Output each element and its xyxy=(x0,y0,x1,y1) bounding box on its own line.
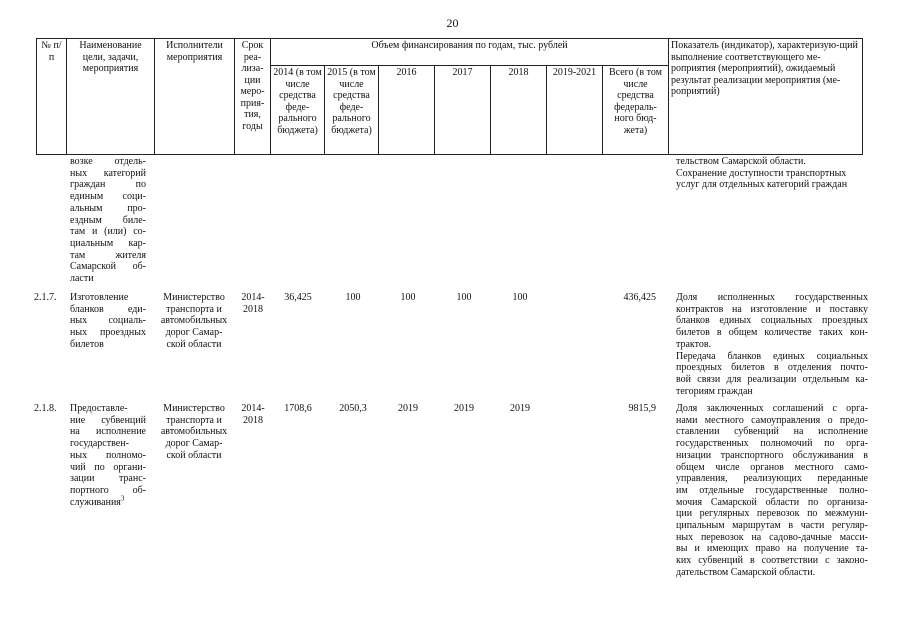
header-total: Всего (в том числе средства федераль-ного бюд-жета) xyxy=(603,66,669,155)
value-2014: 1708,6 xyxy=(284,403,312,414)
row-name-line: ных полномо- xyxy=(70,449,146,461)
row-name-line: ных социаль- xyxy=(70,315,146,327)
continuation-name-line: альным про- xyxy=(70,202,146,214)
row-indicator-line: Передача бланков единых социальных xyxy=(676,350,868,362)
value-2015: 100 xyxy=(345,292,361,303)
row-executor-line: ской области xyxy=(166,449,222,461)
row-executor-line: автомобильных xyxy=(160,315,228,327)
continuation-name-line: граждан по xyxy=(70,179,146,191)
row-name xyxy=(70,403,146,508)
row-indicator-line: проездных билетов в отделения почто- xyxy=(676,362,868,374)
row-name-line: бланков еди- xyxy=(70,303,146,315)
row-indicator-line: общем числе органов местного само- xyxy=(676,461,868,473)
value-2018: 100 xyxy=(512,292,528,303)
row-indicator-line: дательством Самарской области. xyxy=(676,566,816,578)
row-number: 2.1.7. xyxy=(34,292,57,303)
row-indicator-line: вой связи для реализации отдельным ка- xyxy=(676,373,868,385)
footnote-marker: 3 xyxy=(120,494,125,503)
row-indicator-line: ких субвенций в соответствии с законо- xyxy=(676,555,868,567)
header-year-2015: 2015 (в том числе средства феде-рального бюджета) xyxy=(325,66,379,155)
value-2017: 2019 xyxy=(454,403,474,414)
continuation-indicator-line: тельством Самарской области. xyxy=(676,156,806,167)
row-indicator-line: государственных полномочий по орга- xyxy=(676,438,868,450)
row-indicator-line: низации транспортного обслуживания в xyxy=(676,449,868,461)
continuation-indicator-line: Сохранение доступности транспортных xyxy=(676,167,847,179)
continuation-name-line: ездным биле- xyxy=(70,214,146,226)
row-name-line: служивания xyxy=(70,496,121,508)
continuation-indicator xyxy=(676,156,868,191)
row-name-line: зации транс- xyxy=(70,473,146,485)
continuation-name-line: Самарской об- xyxy=(70,261,146,273)
header-year-2016: 2016 xyxy=(379,66,435,155)
row-indicator-line: ставлении субвенций на исполнение xyxy=(676,426,868,438)
header-num: № п/п xyxy=(37,39,67,155)
value-total: 9815,9 xyxy=(628,403,656,414)
row-executor-line: транспорта и xyxy=(166,303,222,315)
row-indicator-line: мочия Самарской области по организа- xyxy=(676,496,868,508)
row-name-line: государствен- xyxy=(70,438,129,450)
row-executor-line: дорог Самар- xyxy=(165,438,223,450)
row-name-line: ние субвенций xyxy=(70,414,146,426)
row-indicator-line: тегориям граждан xyxy=(676,385,753,397)
row-term-line: 2018 xyxy=(243,414,263,426)
continuation-name-line: ласти xyxy=(70,273,94,285)
row-name-line: Изготовление xyxy=(70,292,129,303)
row-indicator-line: нами местного самоуправления о предо- xyxy=(676,414,868,426)
header-term: Срок реа-лиза-ции меро-прия-тия, годы xyxy=(235,39,271,155)
row-indicator-line: ных перевозок на садово-дачные масси- xyxy=(676,531,868,543)
continuation-name-line: возке отдель- xyxy=(70,156,146,167)
row-name-last-line xyxy=(70,494,146,509)
row-indicator-line: бланков единых социальных проездных xyxy=(676,315,868,327)
row-indicator-line: ции регулярных перевозок по межмуни- xyxy=(676,508,868,520)
header-year-2018: 2018 xyxy=(491,66,547,155)
row-indicator-line: контрактов на изготовление и поставку xyxy=(676,303,868,315)
row-name-line: Предоставле- xyxy=(70,403,128,414)
continuation-name-line: там и (или) со- xyxy=(70,226,146,238)
row-indicator-line: билетов в общем количестве таких кон- xyxy=(676,327,868,339)
continuation-name-line: единым соци- xyxy=(70,191,146,203)
row-executor-line: Министерство xyxy=(163,403,225,414)
row-indicator xyxy=(676,403,868,579)
value-total: 436,425 xyxy=(623,292,656,303)
row-term-line: 2014- xyxy=(241,403,265,414)
row-term-line: 2018 xyxy=(243,303,263,315)
continuation-name-line: циальным кар- xyxy=(70,237,146,249)
row-executor-line: ской области xyxy=(166,338,222,350)
header-financing: Объем финансирования по годам, тыс. рублей xyxy=(271,39,669,66)
row-indicator-line: Доля заключенных соглашений с орга- xyxy=(676,403,868,414)
row-indicator-line: вы и имеющих право на получение та- xyxy=(676,543,868,555)
continuation-indicator-line: услуг для отдельных категорий граждан xyxy=(676,179,848,191)
row-indicator xyxy=(676,292,868,397)
row-indicator-line: ципальным маршрутам в части регуляр- xyxy=(676,520,868,532)
row-term xyxy=(236,292,270,315)
row-executor-line: дорог Самар- xyxy=(165,327,223,339)
value-2018: 2019 xyxy=(510,403,530,414)
header-year-2019-2021: 2019-2021 xyxy=(547,66,603,155)
row-executor-line: автомобильных xyxy=(160,426,228,438)
row-name xyxy=(70,292,146,351)
row-indicator-line: управления, реализующих переданные xyxy=(676,473,868,485)
header-year-2014: 2014 (в том числе средства феде-рального бюджета) xyxy=(271,66,325,155)
continuation-name xyxy=(70,156,146,285)
row-executor xyxy=(154,403,234,462)
row-executor-line: Министерство xyxy=(163,292,225,303)
row-name-line: чий по органи- xyxy=(70,461,146,473)
row-name-line: портного об- xyxy=(70,484,146,496)
row-name-line: ных проездных xyxy=(70,327,146,339)
row-term xyxy=(236,403,270,426)
row-name-line: билетов xyxy=(70,338,104,350)
row-indicator-line: трактов. xyxy=(676,338,712,350)
row-executor-line: транспорта и xyxy=(166,414,222,426)
header-indicator: Показатель (индикатор), характеризую-щий выполнение соответствующего ме-роприятия (мероприятий), ожидаемый результат реализации мероприятия (ме-роприятий) xyxy=(669,39,863,155)
header-executors: Исполнители мероприятия xyxy=(155,39,235,155)
row-indicator-line: Доля исполненных государственных xyxy=(676,292,868,303)
value-2017: 100 xyxy=(456,292,472,303)
header-year-2017: 2017 xyxy=(435,66,491,155)
value-2016: 2019 xyxy=(398,403,418,414)
row-executor xyxy=(154,292,234,351)
value-2014: 36,425 xyxy=(284,292,312,303)
value-2015: 2050,3 xyxy=(339,403,367,414)
row-name-line: на исполнение xyxy=(70,426,146,438)
row-number: 2.1.8. xyxy=(34,403,57,414)
row-term-line: 2014- xyxy=(241,292,265,303)
page-number: 20 xyxy=(446,16,459,30)
row-indicator-line: им отдельные государственные полно- xyxy=(676,484,868,496)
header-table xyxy=(36,38,863,155)
value-2016: 100 xyxy=(400,292,416,303)
header-name: Наименование цели, задачи, мероприятия xyxy=(67,39,155,155)
continuation-name-line: ных категорий xyxy=(70,167,146,179)
continuation-name-line: там жителя xyxy=(70,249,146,261)
